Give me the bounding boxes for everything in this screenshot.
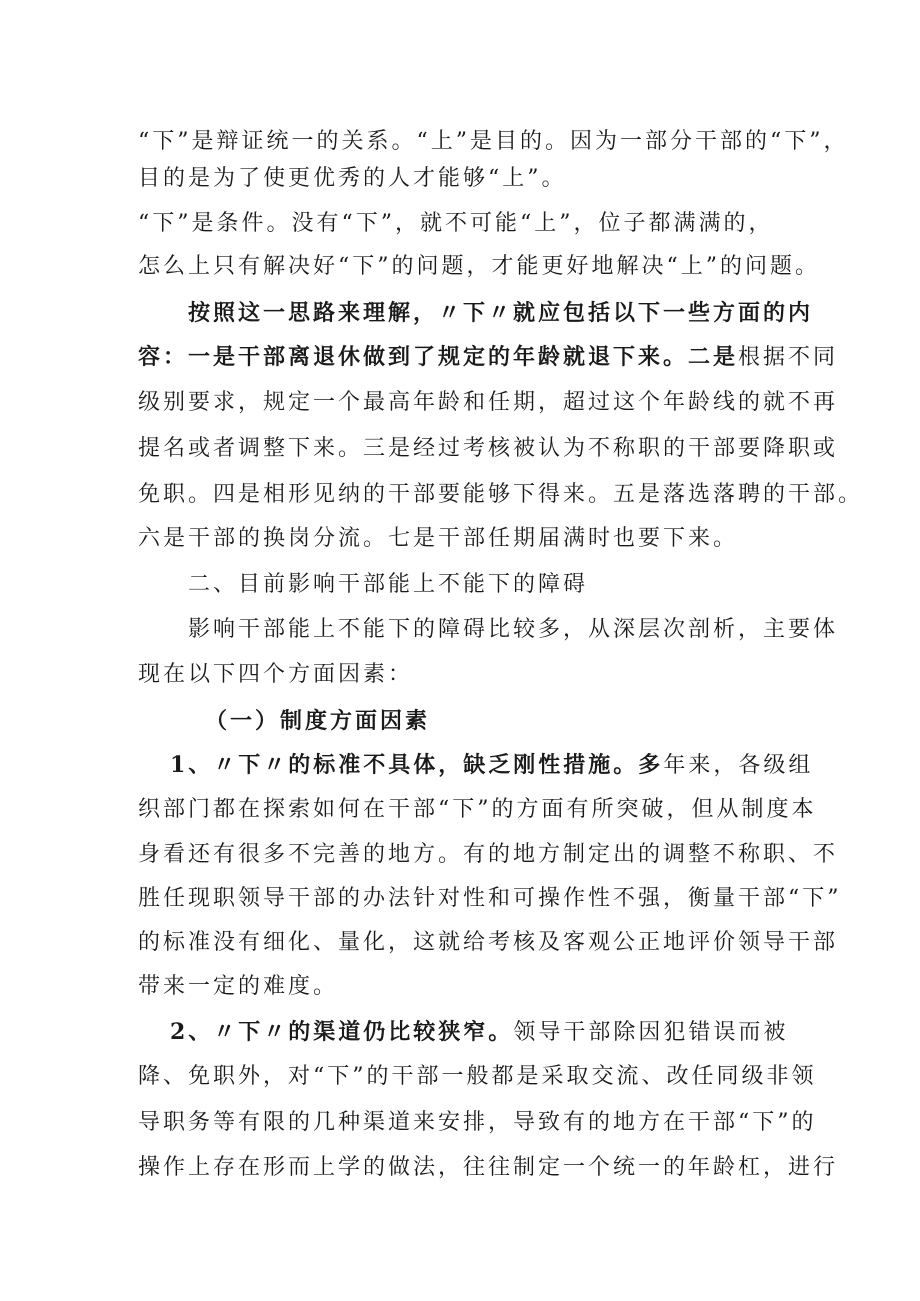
para-line: 带来一定的难度。: [138, 974, 339, 999]
para-line: 免职。四是相形见纳的干部要能够下得来。五是落选落聘的干部。: [138, 482, 864, 507]
para-line: 胜任现职领导干部的办法针对性和可操作性不强，衡量干部“下”: [138, 886, 842, 911]
para-line: 现在以下四个方面因素：: [138, 662, 414, 687]
para-line: “下”是辩证统一的关系。“上”是目的。因为一部分干部的“下”，: [138, 129, 849, 154]
subsection-heading: （一）制度方面因素: [205, 708, 431, 734]
para-line-mixed: 2、〃下〃的渠道仍比较狭窄。领导干部除因犯错误而被: [170, 1019, 789, 1045]
para-line: 提名或者调整下来。三是经过考核被认为不称职的干部要降职或: [138, 436, 839, 461]
para-line-mixed: 容：一是干部离退休做到了规定的年龄就退下来。二是根据不同: [138, 344, 839, 370]
para-line: 的标准没有细化、量化，这就给考核及客观公正地评价领导干部: [138, 930, 839, 955]
para-line: 操作上存在形而上学的做法，往往制定一个统一的年龄杠，进行: [138, 1155, 839, 1180]
para-line-mixed: 1、〃下〃的标准不具体，缺乏刚性措施。多年来，各级组: [170, 752, 814, 778]
para-line: 织部门都在探索如何在干部“下”的方面有所突破，但从制度本: [138, 797, 817, 822]
para-line: 六是干部的换岗分流。七是干部任期届满时也要下来。: [138, 526, 739, 551]
section-heading: 二、目前影响干部能上不能下的障碍: [188, 572, 589, 597]
para-line: “下”是条件。没有“下”，就不可能“上”，位子都满满的，: [138, 211, 774, 236]
para-line: 影响干部能上不能下的障碍比较多，从深层次剖析，主要体: [188, 617, 839, 642]
para-line: 怎么上只有解决好“下”的问题，才能更好地解决“上”的问题。: [138, 254, 820, 279]
para-line: 目的是为了使更优秀的人才能够“上”。: [138, 166, 567, 191]
para-line: 降、免职外，对“下”的干部一般都是采取交流、改任同级非领: [138, 1064, 817, 1089]
para-line-bold: 按照这一思路来理解，〃下〃就应包括以下一些方面的内: [188, 300, 814, 326]
para-line: 导职务等有限的几种渠道来安排，导致有的地方在干部“下”的: [138, 1110, 817, 1135]
para-line: 身看还有很多不完善的地方。有的地方制定出的调整不称职、不: [138, 842, 839, 867]
para-line: 级别要求，规定一个最高年龄和任期，超过这个年龄线的就不再: [138, 390, 839, 415]
